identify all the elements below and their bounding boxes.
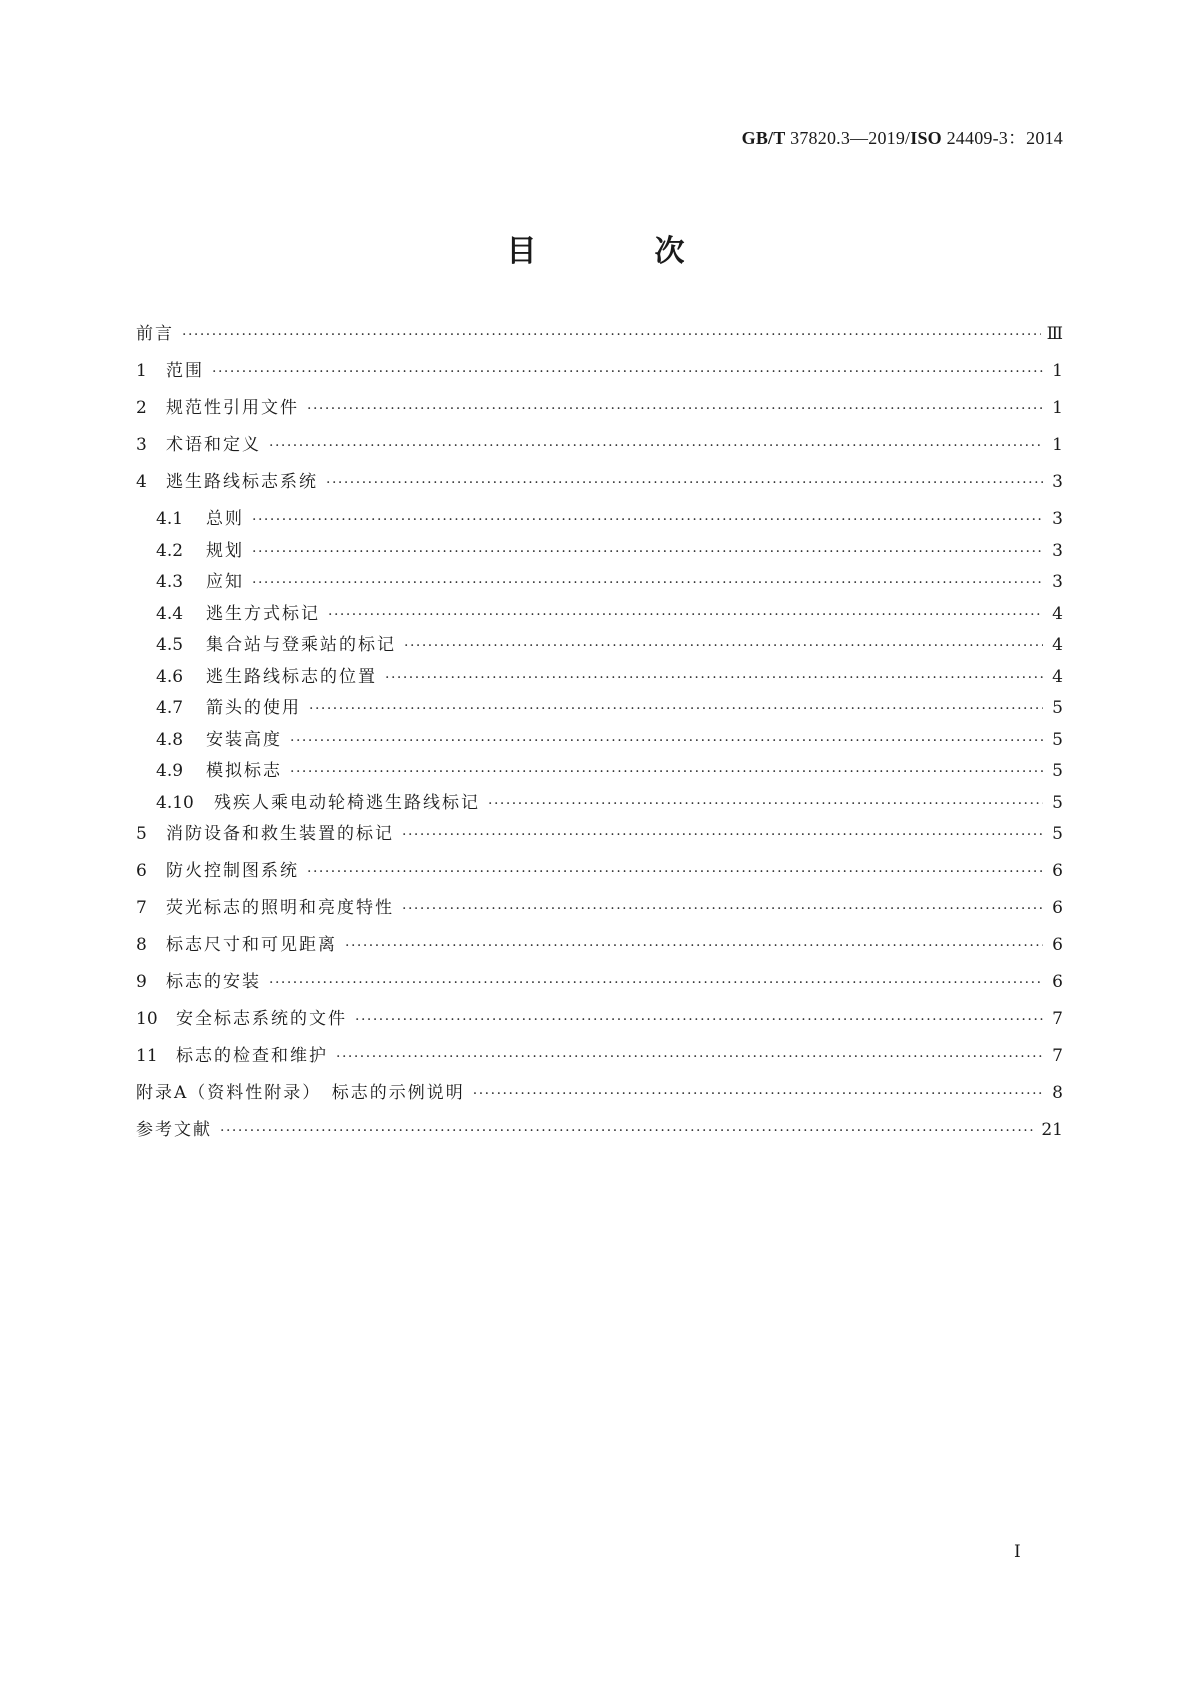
toc-entry[interactable] xyxy=(136,934,1063,971)
toc-leader-dots xyxy=(307,398,1043,420)
toc-entry-title: 前言 xyxy=(136,324,174,344)
toc-entry-number: 4.4 xyxy=(156,603,184,624)
toc-entry-number: 9 xyxy=(136,972,147,992)
toc-entry-number: 11 xyxy=(136,1046,158,1066)
toc-entry[interactable] xyxy=(136,360,1063,397)
toc-leader-dots xyxy=(220,1120,1035,1142)
toc-entry-page: 5 xyxy=(1052,824,1063,844)
toc-entry-number: 4.9 xyxy=(156,761,184,781)
toc-leader-dots xyxy=(290,730,1043,752)
toc-entry[interactable] xyxy=(136,323,1063,360)
toc-leader-dots xyxy=(269,435,1043,457)
toc-entry-page: 1 xyxy=(1052,435,1063,455)
toc-entry-page: 4 xyxy=(1052,635,1063,655)
toc-entry-page: 3 xyxy=(1052,509,1063,529)
toc-entry-number: 4.7 xyxy=(156,698,184,718)
toc-entry-page: 6 xyxy=(1052,898,1063,918)
toc-entry-number: 4 xyxy=(136,472,147,492)
standard-code-prefix: GB/T xyxy=(741,128,786,148)
toc-entry[interactable] xyxy=(136,860,1063,897)
page-title: 目 次 xyxy=(506,234,729,269)
toc-leader-dots xyxy=(402,898,1043,920)
toc-entry-title: 安全标志系统的文件 xyxy=(176,1009,347,1029)
page-number: I xyxy=(1014,1542,1021,1562)
toc-entry[interactable] xyxy=(136,571,1063,603)
iso-code-prefix: ISO xyxy=(910,128,942,148)
toc-leader-dots xyxy=(345,935,1043,957)
toc-leader-dots xyxy=(336,1046,1043,1068)
toc-entry-number: 4.6 xyxy=(156,666,184,687)
toc-entry[interactable] xyxy=(136,397,1063,434)
toc-entry-number: 10 xyxy=(136,1009,158,1029)
toc-entry-title: 荧光标志的照明和亮度特性 xyxy=(166,898,394,918)
toc-entry[interactable] xyxy=(136,823,1063,860)
toc-entry[interactable] xyxy=(136,434,1063,471)
toc-entry-title: 逃生路线标志的位置 xyxy=(206,666,377,687)
toc-entry-page: 8 xyxy=(1052,1083,1063,1103)
toc-entry-number: 4.2 xyxy=(156,540,184,561)
toc-entry-title: 残疾人乘电动轮椅逃生路线标记 xyxy=(214,792,480,813)
toc-entry-title: 附录A（资料性附录） 标志的示例说明 xyxy=(136,1083,465,1103)
toc-entry-title: 箭头的使用 xyxy=(206,698,301,718)
toc-leader-dots xyxy=(307,861,1043,883)
toc-entry[interactable] xyxy=(136,971,1063,1008)
toc-entry[interactable] xyxy=(136,540,1063,572)
standard-code-number: 37820.3—2019/ xyxy=(785,128,911,148)
toc-entry-page: 5 xyxy=(1052,792,1063,813)
table-of-contents xyxy=(136,323,1063,1156)
document-header xyxy=(742,124,1063,150)
toc-entry-page: 5 xyxy=(1052,761,1063,781)
toc-entry[interactable] xyxy=(136,508,1063,540)
toc-entry-number: 5 xyxy=(136,824,147,844)
toc-leader-dots xyxy=(212,361,1043,383)
toc-entry-number: 4.1 xyxy=(156,509,184,529)
toc-entry-title: 应知 xyxy=(206,572,244,592)
toc-entry-number: 3 xyxy=(136,435,147,455)
toc-entry-page: 21 xyxy=(1041,1120,1063,1140)
toc-entry-page: 4 xyxy=(1052,603,1063,624)
toc-leader-dots xyxy=(355,1009,1043,1031)
toc-entry[interactable] xyxy=(136,792,1063,824)
toc-leader-dots xyxy=(182,324,1041,346)
toc-entry-title: 总则 xyxy=(206,509,244,529)
toc-leader-dots xyxy=(252,572,1043,594)
toc-entry-page: 3 xyxy=(1052,572,1063,592)
toc-leader-dots xyxy=(402,824,1043,846)
toc-leader-dots xyxy=(488,793,1043,815)
toc-entry-number: 6 xyxy=(136,861,147,881)
toc-entry-title: 标志的检查和维护 xyxy=(176,1046,328,1066)
toc-entry[interactable] xyxy=(136,471,1063,508)
toc-entry-number: 8 xyxy=(136,935,147,955)
toc-entry-title: 术语和定义 xyxy=(166,435,261,455)
toc-entry-number: 7 xyxy=(136,898,147,918)
toc-leader-dots xyxy=(328,604,1043,626)
toc-entry-title: 逃生路线标志系统 xyxy=(166,472,318,492)
iso-code-number: 24409-3：2014 xyxy=(941,128,1063,148)
toc-leader-dots xyxy=(385,667,1043,689)
toc-entry[interactable] xyxy=(136,897,1063,934)
toc-entry-page: 5 xyxy=(1052,729,1063,750)
toc-entry[interactable] xyxy=(136,1082,1063,1119)
toc-entry-page: 3 xyxy=(1052,472,1063,492)
toc-entry-number: 4.10 xyxy=(156,792,194,813)
toc-entry-page: 3 xyxy=(1052,540,1063,561)
toc-entry-page: Ⅲ xyxy=(1046,324,1063,344)
toc-entry-page: 5 xyxy=(1052,698,1063,718)
toc-entry-title: 安装高度 xyxy=(206,729,282,750)
toc-entry-title: 规划 xyxy=(206,540,244,561)
toc-entry-title: 标志的安装 xyxy=(166,972,261,992)
toc-entry-title: 防火控制图系统 xyxy=(166,861,299,881)
toc-entry-page: 6 xyxy=(1052,935,1063,955)
toc-entry-title: 模拟标志 xyxy=(206,761,282,781)
toc-entry[interactable] xyxy=(136,1119,1063,1156)
toc-leader-dots xyxy=(404,635,1043,657)
toc-leader-dots xyxy=(252,509,1043,531)
toc-leader-dots xyxy=(326,472,1043,494)
toc-entry-title: 标志尺寸和可见距离 xyxy=(166,935,337,955)
toc-leader-dots xyxy=(309,698,1043,720)
toc-entry-page: 4 xyxy=(1052,666,1063,687)
toc-entry[interactable] xyxy=(136,697,1063,729)
toc-leader-dots xyxy=(252,541,1043,563)
toc-leader-dots xyxy=(473,1083,1043,1105)
toc-leader-dots xyxy=(290,761,1043,783)
toc-entry[interactable] xyxy=(136,634,1063,666)
toc-entry-title: 参考文献 xyxy=(136,1120,212,1140)
toc-entry-page: 1 xyxy=(1052,398,1063,418)
toc-entry-number: 4.8 xyxy=(156,729,184,750)
toc-entry-title: 规范性引用文件 xyxy=(166,398,299,418)
toc-leader-dots xyxy=(269,972,1043,994)
toc-entry-page: 7 xyxy=(1052,1009,1063,1029)
toc-entry-number: 4.5 xyxy=(156,635,184,655)
toc-entry-number: 4.3 xyxy=(156,572,184,592)
toc-entry-title: 逃生方式标记 xyxy=(206,603,320,624)
toc-entry[interactable] xyxy=(136,666,1063,698)
toc-entry[interactable] xyxy=(136,760,1063,792)
toc-entry-title: 消防设备和救生装置的标记 xyxy=(166,824,394,844)
toc-entry[interactable] xyxy=(136,1045,1063,1082)
toc-entry[interactable] xyxy=(136,603,1063,635)
toc-entry-page: 6 xyxy=(1052,972,1063,992)
toc-entry-title: 范围 xyxy=(166,361,204,381)
toc-entry-page: 1 xyxy=(1052,361,1063,381)
toc-entry-number: 2 xyxy=(136,398,147,418)
toc-entry-page: 7 xyxy=(1052,1046,1063,1066)
toc-entry-number: 1 xyxy=(136,361,147,381)
toc-entry[interactable] xyxy=(136,729,1063,761)
toc-entry-title: 集合站与登乘站的标记 xyxy=(206,635,396,655)
toc-entry-page: 6 xyxy=(1052,861,1063,881)
toc-entry[interactable] xyxy=(136,1008,1063,1045)
